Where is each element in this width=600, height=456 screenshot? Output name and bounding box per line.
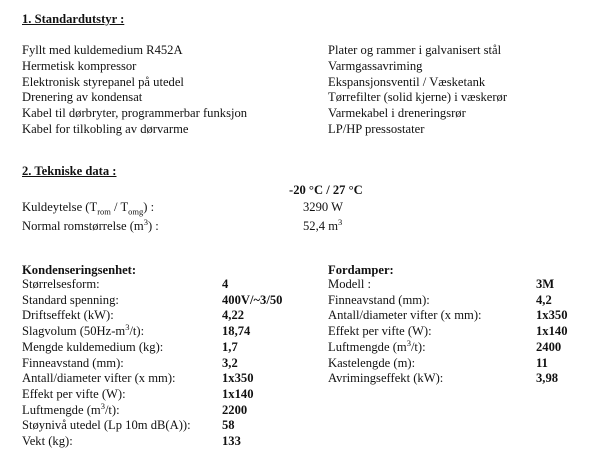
spec-value: 1x350 xyxy=(536,308,568,323)
room-size-value: 52,4 $m^3$ xyxy=(303,216,343,233)
equipment-item: Kabel til dørbryter, programmerbar funksjon xyxy=(22,106,248,121)
spec-value: 4 xyxy=(222,277,229,291)
spec-label: Standard spenning: xyxy=(22,292,119,307)
room-size-label: Normal romstørrelse $(m^3)$ : xyxy=(22,216,159,233)
spec-value: 3,98 xyxy=(536,371,559,386)
spec-value: 3,2 xyxy=(222,355,238,370)
spec-value: 1x350 xyxy=(222,371,254,386)
spec-value: 1,7 xyxy=(222,339,238,354)
spec-label: Finneavstand (mm): xyxy=(22,355,124,370)
equipment-item: Varmgassavriming xyxy=(328,58,423,73)
spec-label: Finneavstand (mm): xyxy=(328,292,430,307)
condenser-title: Kondenseringsenhet: xyxy=(22,263,137,277)
spec-label: Luftmengde $(m^3/t)$: xyxy=(328,337,426,354)
equipment-item: Hermetisk kompressor xyxy=(22,58,137,73)
cooling-capacity-value: 3290 W xyxy=(303,200,343,214)
equipment-item: Kabel for tilkobling av dørvarme xyxy=(22,122,189,136)
spec-label: Avrimingseffekt (kW): xyxy=(328,371,444,386)
section2-heading: 2. Tekniske data : xyxy=(22,164,117,178)
equipment-item: Ekspansjonsventil / Væsketank xyxy=(328,74,486,89)
evaporator-title: Fordamper: xyxy=(328,263,394,277)
spec-value: 4,2 xyxy=(536,292,552,307)
spec-value: 3M xyxy=(536,277,555,291)
spec-label: Støynivå utedel (Lp 10m dB(A)): xyxy=(22,418,191,433)
spec-value: 1x140 xyxy=(536,324,568,339)
spec-label: Effekt per vifte (W): xyxy=(22,386,126,401)
cooling-capacity-label: Kuldeytelse $(T_{rom} / T_{omg})$ : xyxy=(22,200,155,217)
spec-value: 11 xyxy=(536,355,548,370)
spec-label: Kastelengde (m): xyxy=(328,355,416,370)
test-condition: -20 °C / 27 °C xyxy=(289,183,363,197)
spec-value: 2400 xyxy=(536,339,562,354)
spec-value: 400V/~3/50 xyxy=(222,292,283,307)
spec-label: Slagvolum $(50Hz-m^3/t)$: xyxy=(22,321,145,339)
spec-value: 133 xyxy=(222,434,241,448)
spec-value: 1x140 xyxy=(222,386,254,401)
spec-value: 58 xyxy=(222,418,235,433)
spec-label: Antall/diameter vifter (x mm): xyxy=(328,308,482,323)
spec-label: Størrelsesform: xyxy=(22,277,100,291)
spec-label: Antall/diameter vifter (x mm): xyxy=(22,371,176,386)
equipment-item: Tørrefilter (solid kjerne) i væskerør xyxy=(328,90,508,105)
equipment-item: LP/HP pressostater xyxy=(328,122,425,136)
spec-value: 4,22 xyxy=(222,308,245,323)
spec-label: Luftmengde $(m^3/t)$: xyxy=(22,400,120,417)
section1-heading: 1. Standardutstyr : xyxy=(22,12,125,26)
equipment-item: Drenering av kondensat xyxy=(22,90,143,105)
spec-label: Modell : xyxy=(328,277,372,291)
equipment-item: Elektronisk styrepanel på utedel xyxy=(22,74,184,89)
equipment-item: Varmekabel i dreneringsrør xyxy=(328,106,466,121)
spec-label: Effekt per vifte (W): xyxy=(328,324,432,339)
spec-label: Driftseffekt (kW): xyxy=(22,308,114,323)
spec-value: 18,74 xyxy=(222,324,251,339)
equipment-item: Plater og rammer i galvanisert stål xyxy=(328,43,502,57)
spec-label: Vekt (kg): xyxy=(22,434,73,448)
spec-value: 2200 xyxy=(222,402,248,417)
spec-label: Mengde kuldemedium (kg): xyxy=(22,339,164,354)
equipment-item: Fyllt med kuldemedium R452A xyxy=(22,43,183,57)
